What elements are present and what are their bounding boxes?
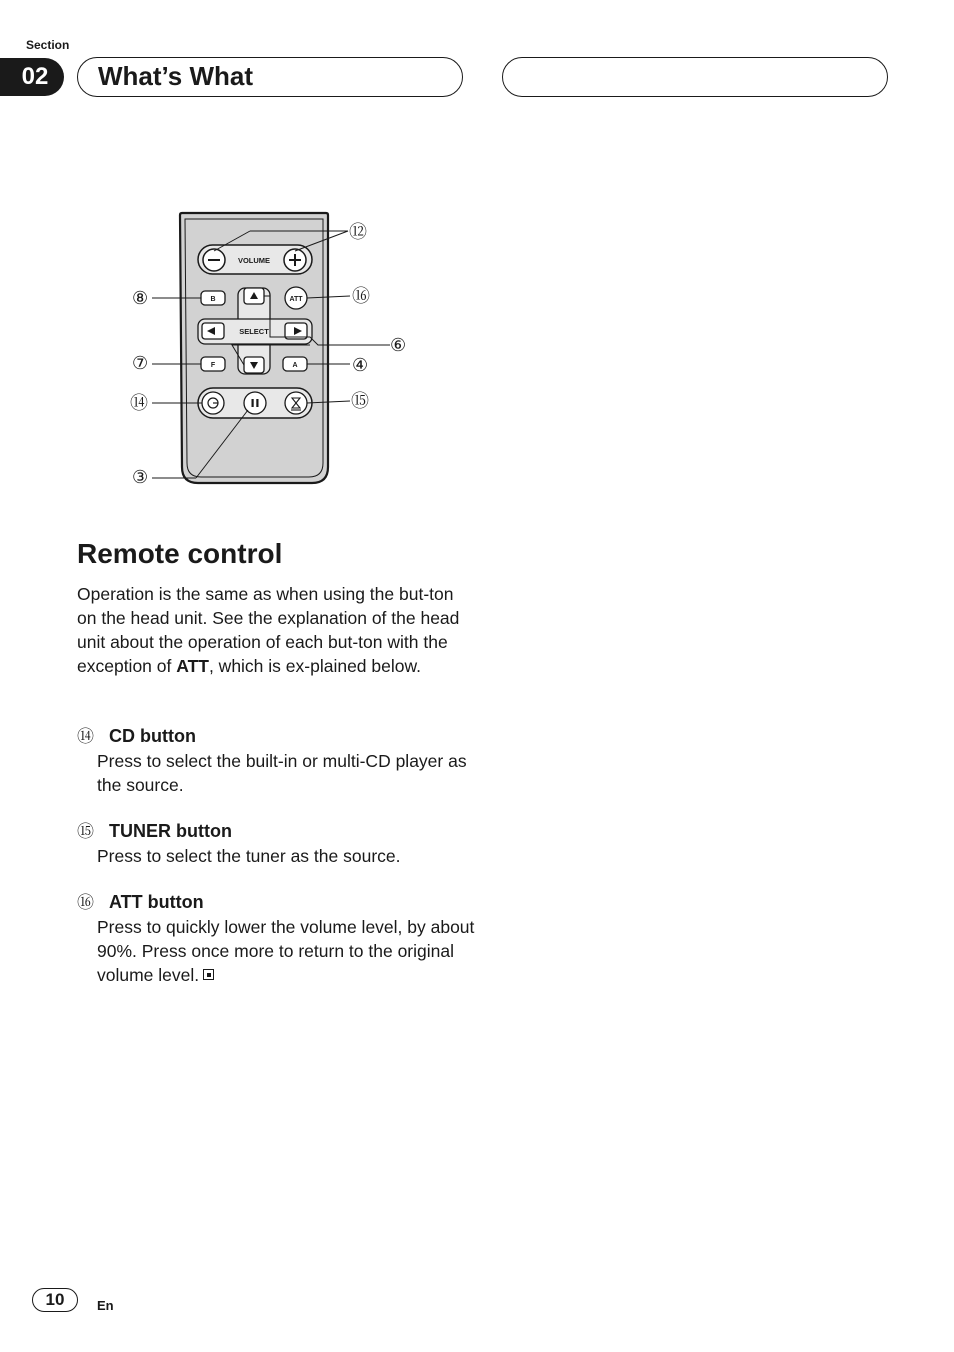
item-title-text: TUNER button	[109, 821, 232, 841]
item-description	[77, 915, 477, 987]
intro-text-1: Operation is the same as when using the but-ton on the head unit. See the explanation of the head unit about the operation of each but-ton with the exception of	[77, 584, 460, 676]
intro-text-2: , which is ex-plained below.	[208, 656, 422, 676]
item-title	[77, 724, 477, 749]
item-title	[77, 819, 477, 844]
item-title-text: CD button	[109, 726, 196, 746]
page-number: 10	[32, 1288, 78, 1312]
page-title: What’s What	[77, 57, 463, 97]
item-description: Press to select the built-in or multi-CD player as the source.	[97, 751, 467, 795]
intro-att-bold: ATT	[176, 656, 209, 676]
remote-control-illustration	[120, 205, 420, 495]
item-description: Press to select the tuner as the source.	[97, 846, 401, 866]
callout-8: ⑧	[132, 288, 149, 309]
item-description-text: Press to quickly lower the volume level, by about 90%. Press once more to return to the original volume level.	[97, 917, 475, 985]
callout-7: ⑦	[132, 353, 149, 374]
item-tuner-button	[77, 819, 477, 868]
volume-label: VOLUME	[237, 256, 271, 265]
item-title-text: ATT button	[109, 892, 204, 912]
item-cd-button	[77, 724, 477, 797]
item-title	[77, 890, 477, 915]
callout-16: ⑯	[352, 286, 370, 307]
item-att-button	[77, 890, 477, 987]
intro-paragraph	[77, 582, 467, 678]
select-label: SELECT	[239, 327, 269, 336]
item-number: ⑭	[77, 727, 94, 746]
callout-14: ⑭	[130, 393, 148, 414]
header-pill-empty	[502, 57, 888, 97]
item-number: ⑯	[77, 893, 94, 912]
section-label: Section	[26, 38, 70, 52]
b-button-label: B	[210, 296, 216, 303]
callout-4: ④	[352, 355, 369, 376]
section-heading: Remote control	[77, 538, 283, 569]
callout-3: ③	[132, 467, 149, 488]
item-number: ⑮	[77, 822, 94, 841]
language-code: En	[97, 1298, 114, 1313]
callout-15: ⑮	[351, 391, 369, 412]
section-number-badge: 02	[0, 58, 64, 96]
callout-12: ⑫	[349, 222, 367, 243]
end-mark-icon	[203, 969, 214, 980]
callout-6: ⑥	[390, 335, 407, 356]
f-button-label: F	[210, 362, 216, 369]
a-button-label: A	[292, 362, 298, 369]
att-button-label: ATT	[289, 296, 303, 303]
